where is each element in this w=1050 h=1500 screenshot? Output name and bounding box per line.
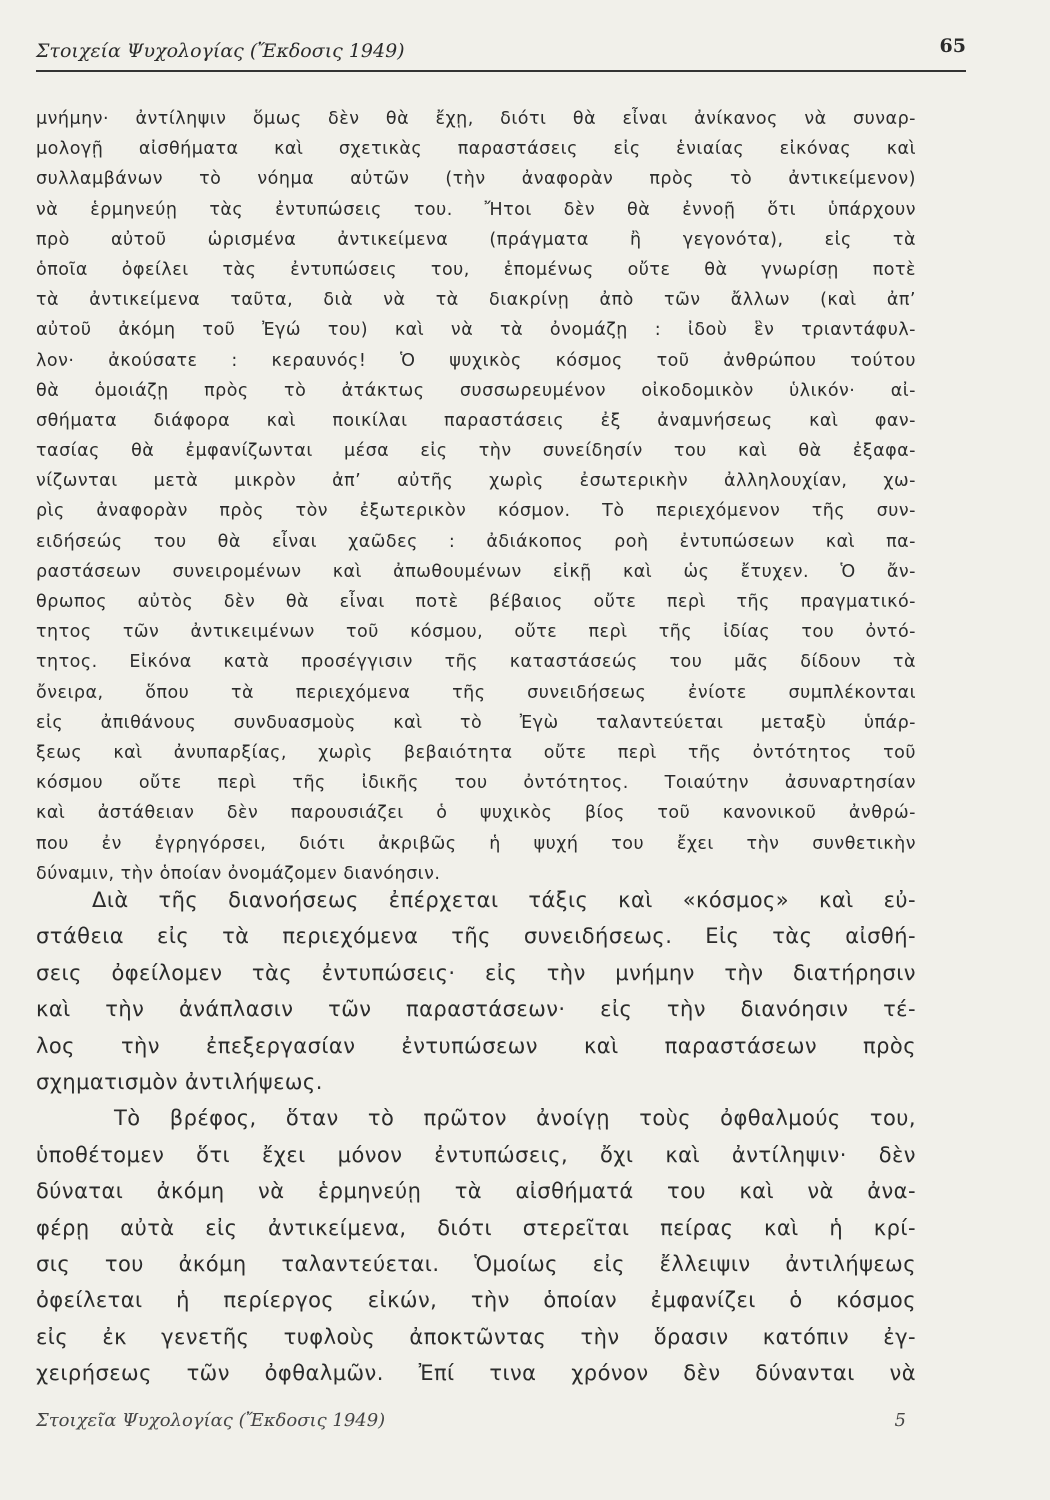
text-line: κόσμου οὔτε περὶ τῆς ἰδικῆς του ὀντότητος. Τοιαύτην ἀσυναρτησίαν	[36, 773, 916, 794]
text-line: δύναται ἀκόμη νὰ ἑρμηνεύῃ τὰ αἰσθήματά του καὶ νὰ ἀνα-	[36, 1179, 916, 1204]
text-line: νίζωνται μετὰ μικρὸν ἀπ’ αὐτῆς χωρὶς ἐσωτερικὴν ἀλληλουχίαν, χω-	[36, 471, 916, 492]
text-line: ὀφείλεται ἡ περίεργος εἰκών, τὴν ὁποίαν ἐμφανίζει ὁ κόσμος	[36, 1288, 916, 1313]
text-line: θὰ ὁμοιάζῃ πρὸς τὸ ἀτάκτως συσσωρευμένον οἰκοδομικὸν ὑλικόν· αἰ-	[36, 380, 916, 401]
text-line: στάθεια εἰς τὰ περιεχόμενα τῆς συνειδήσεως. Εἰς τὰς αἰσθή-	[36, 924, 916, 949]
text-line: χειρήσεως τῶν ὀφθαλμῶν. Ἐπί τινα χρόνον δὲν δύνανται νὰ	[36, 1361, 916, 1386]
text-line: ραστάσεων συνειρομένων καὶ ἀπωθουμένων εἰκῇ καὶ ὡς ἔτυχεν. Ὁ ἄν-	[36, 561, 916, 582]
text-line: λον· ἀκούσατε : κεραυνός! Ὁ ψυχικὸς κόσμος τοῦ ἀνθρώπου τούτου	[36, 350, 916, 371]
text-line: θρωπος αὐτὸς δὲν θὰ εἶναι ποτὲ βέβαιος οὔτε περὶ τῆς πραγματικό-	[36, 592, 916, 612]
text-line: ὁποῖα ὀφείλει τὰς ἐντυπώσεις του, ἑπομένως οὔτε θὰ γνωρίσῃ ποτὲ	[36, 259, 916, 280]
page-header	[36, 30, 966, 72]
text-line-last: σχηματισμὸν ἀντιλήψεως.	[36, 1069, 323, 1094]
text-line: τὰ ἀντικείμενα ταῦτα, διὰ νὰ τὰ διακρίνῃ ἀπὸ τῶν ἄλλων (καὶ ἀπ’	[36, 290, 916, 311]
text-line: εἰς ἐκ γενετῆς τυφλοὺς ἀποκτῶντας τὴν ὅρασιν κατόπιν ἐγ-	[36, 1324, 916, 1349]
text-line: μολογῇ αἰσθήματα καὶ σχετικὰς παραστάσεις εἰς ἑνιαίας εἰκόνας καὶ	[36, 139, 916, 160]
text-line: ὑποθέτομεν ὅτι ἔχει μόνον ἐντυπώσεις, ὄχι καὶ ἀντίληψιν· δὲν	[36, 1142, 916, 1167]
text-line: λος τὴν ἐπεξεργασίαν ἐντυπώσεων καὶ παραστάσεων πρὸς	[36, 1033, 916, 1058]
text-line: τητος. Εἰκόνα κατὰ προσέγγισιν τῆς καταστάσεώς του μᾶς δίδουν τὰ	[36, 652, 916, 673]
text-line: μνήμην· ἀντίληψιν ὅμως δὲν θὰ ἔχῃ, διότι θὰ εἶναι ἀνίκανος νὰ συναρ-	[36, 109, 916, 129]
text-line: συλλαμβάνων τὸ νόημα αὐτῶν (τὴν ἀναφορὰν πρὸς τὸ ἀντικείμενον)	[36, 169, 916, 190]
paragraph-first-line: Διὰ τῆς διανοήσεως ἐπέρχεται τάξις καὶ «κόσμος» καὶ εὐ-	[92, 888, 916, 912]
text-line: σεις ὀφείλομεν τὰς ἐντυπώσεις· εἰς τὴν μνήμην τὴν διατήρησιν	[36, 960, 916, 985]
text-line: νὰ ἑρμηνεύῃ τὰς ἐντυπώσεις του. Ἤτοι δὲν θὰ ἐννοῇ ὅτι ὑπάρχουν	[36, 199, 916, 220]
header-title: Στοιχεία Ψυχολογίας (Ἔκδοσις 1949)	[36, 40, 405, 62]
text-line: που ἐν ἐγρηγόρσει, διότι ἀκριβῶς ἡ ψυχή του ἔχει τὴν συνθετικὴν	[36, 833, 916, 854]
text-line: ξεως καὶ ἀνυπαρξίας, χωρὶς βεβαιότητα οὔτε περὶ τῆς ὀντότητος τοῦ	[36, 742, 916, 763]
text-line: καὶ ἀστάθειαν δὲν παρουσιάζει ὁ ψυχικὸς βίος τοῦ κανονικοῦ ἀνθρώ-	[36, 803, 916, 824]
text-line-last: δύναμιν, τὴν ὁποίαν ὀνομάζομεν διανόησιν.	[36, 863, 441, 884]
text-line: εἰς ἀπιθάνους συνδυασμοὺς καὶ τὸ Ἐγὼ ταλαντεύεται μεταξὺ ὑπάρ-	[36, 712, 916, 733]
text-line: αὐτοῦ ἀκόμη τοῦ Ἐγώ του) καὶ νὰ τὰ ὀνομάζῃ : ἰδοὺ ἓν τριαντάφυλ-	[36, 320, 916, 341]
text-line: ρὶς ἀναφορὰν πρὸς τὸν ἐξωτερικὸν κόσμον. Τὸ περιεχόμενον τῆς συν-	[36, 501, 916, 522]
text-line: φέρῃ αὐτὰ εἰς ἀντικείμενα, διότι στερεῖται πείρας καὶ ἡ κρί-	[36, 1215, 916, 1240]
text-line: σις του ἀκόμη ταλαντεύεται. Ὁμοίως εἰς ἔλλειψιν ἀντιλήψεως	[36, 1251, 916, 1276]
text-line: τασίας θὰ ἐμφανίζωνται μέσα εἰς τὴν συνείδησίν του καὶ θὰ ἐξαφα-	[36, 441, 916, 462]
body-text-small	[36, 104, 916, 889]
body-text-large	[36, 882, 916, 1391]
header-page-number: 65	[939, 35, 966, 57]
footer-page-number: 5	[894, 1410, 906, 1431]
text-line: πρὸ αὐτοῦ ὡρισμένα ἀντικείμενα (πράγματα ἢ γεγονότα), εἰς τὰ	[36, 229, 916, 250]
text-line: ὄνειρα, ὅπου τὰ περιεχόμενα τῆς συνειδήσεως ἐνίοτε συμπλέκονται	[36, 682, 916, 703]
footer-title: Στοιχεῖα Ψυχολογίας (Ἔκδοσις 1949)	[36, 1410, 386, 1431]
page-footer	[36, 1410, 906, 1440]
text-line: καὶ τὴν ἀνάπλασιν τῶν παραστάσεων· εἰς τὴν διανόησιν τέ-	[36, 997, 916, 1022]
paragraph-first-line: Τὸ βρέφος, ὅταν τὸ πρῶτον ἀνοίγῃ τοὺς ὀφθαλμούς του,	[114, 1106, 916, 1131]
text-line: τητος τῶν ἀντικειμένων τοῦ κόσμου, οὔτε περὶ τῆς ἰδίας του ὀντό-	[36, 622, 916, 643]
text-line: ειδήσεώς του θὰ εἶναι χαῶδες : ἀδιάκοπος ροὴ ἐντυπώσεων καὶ πα-	[36, 531, 916, 552]
text-line: σθήματα διάφορα καὶ ποικίλαι παραστάσεις ἐξ ἀναμνήσεως καὶ φαν-	[36, 410, 916, 431]
